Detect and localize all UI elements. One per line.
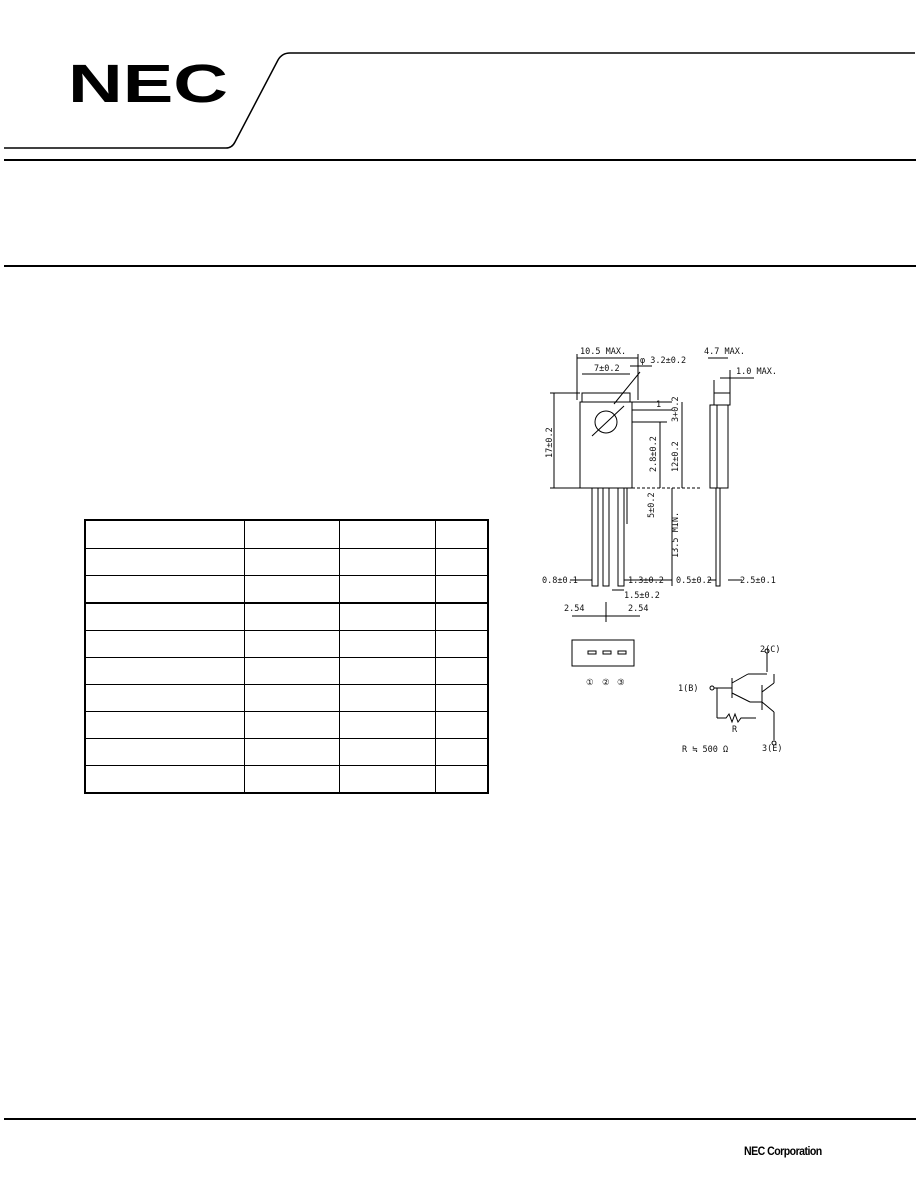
table-row — [85, 603, 488, 631]
table-cell — [340, 576, 436, 604]
table-cell — [244, 576, 340, 604]
table-cell — [435, 549, 488, 576]
table-cell — [435, 631, 488, 658]
table-cell — [85, 576, 244, 604]
table-cell — [435, 603, 488, 631]
table-row — [85, 685, 488, 712]
section-rule — [4, 265, 916, 267]
dim-lead-seg: 5±0.2 — [647, 492, 657, 518]
table-cell — [435, 658, 488, 685]
dim-thickness-max: 4.7 MAX. — [704, 347, 745, 357]
table-row — [85, 658, 488, 685]
table-cell — [85, 658, 244, 685]
table-cell — [340, 520, 436, 549]
package-body — [580, 402, 632, 488]
dim-tab-thick-max: 1.0 MAX. — [736, 367, 777, 377]
table-cell — [340, 685, 436, 712]
dim-hole-offset: 3+0.2 — [671, 396, 681, 422]
table-row — [85, 765, 488, 793]
table-cell — [85, 765, 244, 793]
dim-body-height: 17±0.2 — [545, 427, 555, 458]
table-row — [85, 549, 488, 576]
table-cell — [435, 765, 488, 793]
collector-label: 2(C) — [760, 645, 781, 655]
lead-3 — [618, 488, 624, 586]
dim-lead-w: 0.8±0.1 — [542, 576, 578, 586]
table-cell — [85, 711, 244, 738]
table-cell — [244, 549, 340, 576]
table-cell — [340, 549, 436, 576]
table-cell — [435, 711, 488, 738]
table-cell — [435, 685, 488, 712]
dim-hole-dia: φ 3.2±0.2 — [640, 356, 687, 366]
table-cell — [244, 685, 340, 712]
table-row — [85, 711, 488, 738]
table-cell — [244, 520, 340, 549]
lead-2 — [603, 488, 609, 586]
table-header-row — [85, 520, 488, 549]
pin-num-3: ③ — [617, 678, 625, 688]
table-cell — [435, 520, 488, 549]
dim-pitch-left: 2.54 — [564, 604, 585, 614]
resistor-label: R — [732, 725, 738, 735]
dim-width-max: 10.5 MAX. — [580, 347, 627, 357]
table-cell — [85, 603, 244, 631]
table-cell — [85, 738, 244, 765]
dim-tab-width: 7±0.2 — [594, 364, 620, 374]
package-drawing — [532, 340, 822, 770]
table-row — [85, 631, 488, 658]
table-row — [85, 576, 488, 604]
resistor-value: R ≒ 500 Ω — [682, 745, 729, 755]
table-cell — [244, 738, 340, 765]
pin-num-1: ① — [586, 678, 594, 688]
table-row — [85, 738, 488, 765]
table-cell — [340, 658, 436, 685]
nec-logo — [68, 58, 230, 106]
pin-num-2: ② — [602, 678, 610, 688]
side-view-tab — [714, 393, 730, 405]
corp-name: NEC Corporation — [744, 1144, 822, 1158]
dim-body-len: 12±0.2 — [671, 441, 681, 472]
dim-lead-width2: 1.5±0.2 — [624, 591, 660, 601]
dim-side-lead-2: 2.5±0.1 — [740, 576, 776, 586]
dimension-labels — [542, 347, 782, 755]
table-cell — [244, 711, 340, 738]
table-cell — [340, 738, 436, 765]
table-cell — [435, 576, 488, 604]
side-view-lead — [716, 488, 720, 586]
nec-logo-text: NEC — [68, 58, 228, 106]
emitter-label: 3(E) — [762, 744, 783, 754]
base-label: 1(B) — [678, 684, 699, 694]
table-cell — [244, 603, 340, 631]
table-cell — [85, 685, 244, 712]
table-cell — [244, 631, 340, 658]
table-cell — [340, 765, 436, 793]
footer-rule — [4, 1118, 916, 1120]
table-cell — [244, 658, 340, 685]
table-cell — [340, 711, 436, 738]
dim-pitch-right: 2.54 — [628, 604, 649, 614]
table-cell — [244, 765, 340, 793]
dim-lead-pitch-w: 1.3±0.2 — [628, 576, 664, 586]
side-view-body — [710, 405, 728, 488]
spec-table — [84, 519, 489, 794]
lead-1 — [592, 488, 598, 586]
dim-pin1-marker: 1 — [656, 400, 662, 410]
table-cell — [85, 549, 244, 576]
table-cell — [85, 520, 244, 549]
dim-lead-min: 13.5 MIN. — [671, 511, 681, 558]
table-cell — [435, 738, 488, 765]
dim-hole-to-body: 2.8±0.2 — [649, 436, 659, 472]
table-cell — [340, 631, 436, 658]
table-cell — [85, 631, 244, 658]
table-cell — [340, 603, 436, 631]
dim-side-lead-1: 0.5±0.2 — [676, 576, 712, 586]
